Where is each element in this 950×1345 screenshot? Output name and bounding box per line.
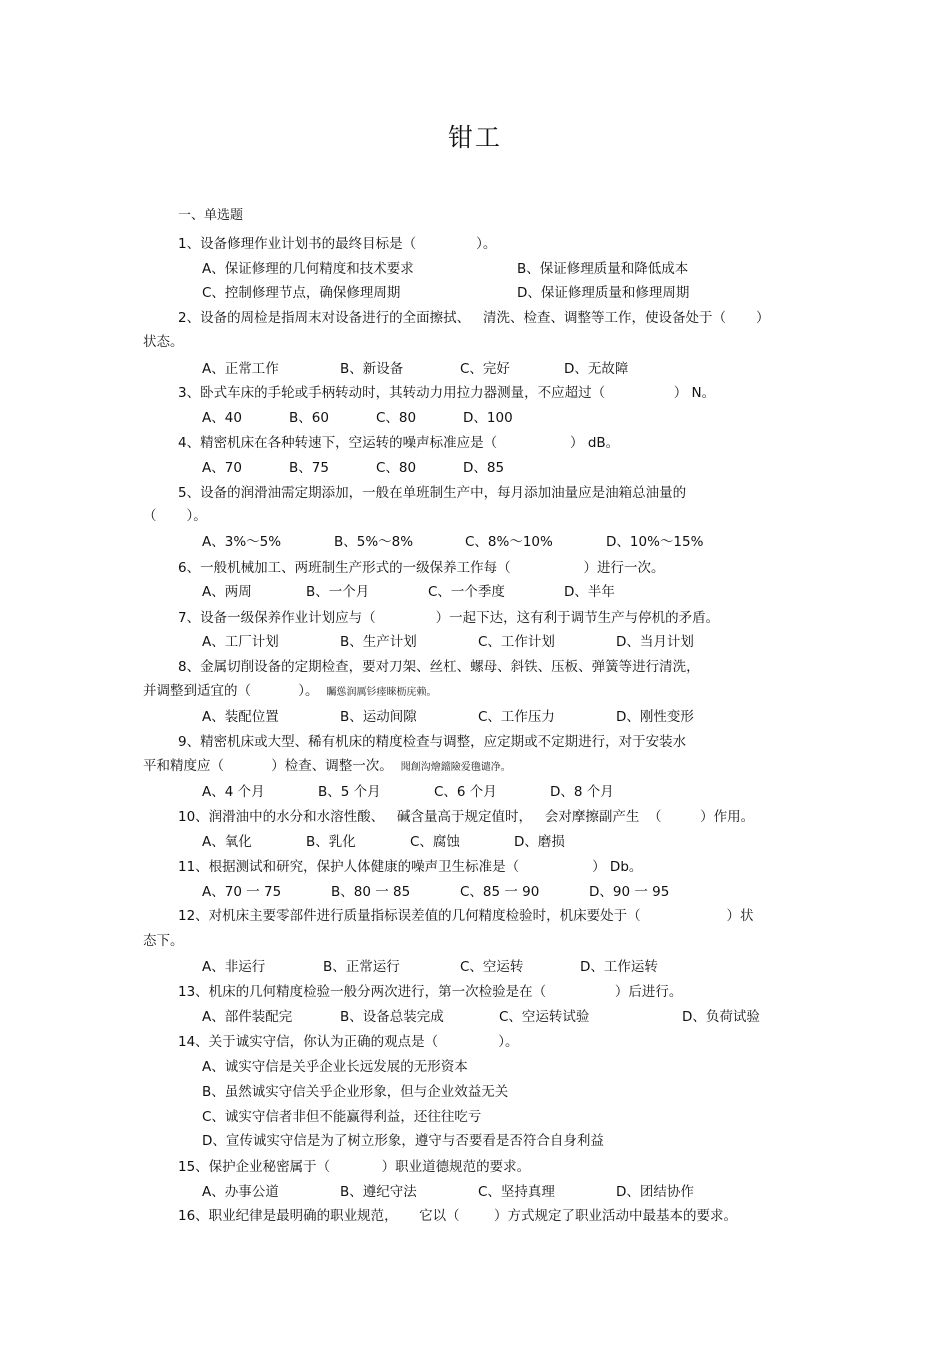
option-c: C、坚持真理 <box>478 1184 555 1200</box>
option-a: A、非运行 <box>202 959 266 975</box>
option-c: C、空运转试验 <box>499 1009 590 1025</box>
option-c: C、8%～10% <box>465 534 553 550</box>
option-d: D、无故障 <box>564 361 629 377</box>
question-2-continuation: 状态。 <box>143 334 184 350</box>
option-c: C、85 一 90 <box>460 884 540 900</box>
question-6-stem: 6、一般机械加工、两班制生产形式的一级保养工作每（ ）进行一次。 <box>178 560 665 576</box>
option-c: C、80 <box>376 460 417 476</box>
option-d: D、团结协作 <box>616 1184 694 1200</box>
option-b: B、一个月 <box>306 584 370 600</box>
option-d: D、负荷试验 <box>682 1009 760 1025</box>
option-c: C、一个季度 <box>428 584 505 600</box>
question-16-stem: 16、职业纪律是最明确的职业规范， 它以（ ）方式规定了职业活动中最基本的要求。 <box>178 1208 737 1224</box>
question-12-stem: 12、对机床主要零部件进行质量指标误差值的几何精度检验时，机床要处于（ ）状 <box>178 908 754 924</box>
document-title: 钳工 <box>447 123 502 152</box>
option-a: A、办事公道 <box>202 1184 279 1200</box>
option-b: B、新设备 <box>340 361 404 377</box>
option-a: A、70 <box>202 460 242 476</box>
option-a: A、4 个月 <box>202 784 265 800</box>
question-14-option-d: D、宣传诚实守信是为了树立形象，遵守与否要看是否符合自身利益 <box>202 1133 604 1149</box>
option-a: A、两周 <box>202 584 252 600</box>
question-9-stem: 9、精密机床或大型、稀有机床的精度检查与调整，应定期或不定期进行，对于安装水 <box>178 734 687 750</box>
question-13-stem: 13、机床的几何精度检验一般分两次进行，第一次检验是在（ ）后进行。 <box>178 984 683 1000</box>
question-11-stem: 11、根据测试和研究，保护人体健康的噪声卫生标准是（ ） Db。 <box>178 859 643 875</box>
question-7-stem: 7、设备一级保养作业计划应与（ ）一起下达，这有利于调节生产与停机的矛盾。 <box>178 610 720 626</box>
option-b: B、遵纪守法 <box>340 1184 417 1200</box>
question-14-option-b: B、虽然诚实守信关乎企业形象，但与企业效益无关 <box>202 1084 509 1100</box>
option-b: B、乳化 <box>306 834 356 850</box>
option-d: D、100 <box>463 410 513 426</box>
option-a: A、70 一 75 <box>202 884 282 900</box>
option-d: D、90 一 95 <box>589 884 670 900</box>
option-a: A、氧化 <box>202 834 252 850</box>
option-b: B、运动间隙 <box>340 709 417 725</box>
question-14-stem: 14、关于诚实守信，你认为正确的观点是（ ）。 <box>178 1034 519 1050</box>
garbled-note: 矚慫润厲钐瘗睞枥庑赖。 <box>326 687 437 698</box>
option-d: D、工作运转 <box>580 959 658 975</box>
option-b: B、60 <box>289 410 329 426</box>
option-d: D、8 个月 <box>550 784 614 800</box>
question-2-stem: 2、设备的周检是指周末对设备进行的全面擦拭、 清洗、检查、调整等工作，使设备处于（ ） <box>178 310 770 326</box>
option-d: D、半年 <box>564 584 615 600</box>
question-3-stem: 3、卧式车床的手轮或手柄转动时，其转动力用拉力器测量，不应超过（ ） N。 <box>178 385 716 401</box>
option-c: C、完好 <box>460 361 510 377</box>
option-b: B、设备总装完成 <box>340 1009 444 1025</box>
section-heading: 一、单选题 <box>178 208 244 223</box>
option-a: A、正常工作 <box>202 361 279 377</box>
question-8-continuation <box>143 679 436 699</box>
option-c: C、控制修理节点，确保修理周期 <box>202 285 401 301</box>
option-c: C、80 <box>376 410 417 426</box>
question-14-option-a: A、诚实守信是关乎企业长远发展的无形资本 <box>202 1059 468 1075</box>
option-b: B、80 一 85 <box>331 884 411 900</box>
option-a: A、40 <box>202 410 242 426</box>
option-d: D、磨损 <box>514 834 565 850</box>
option-b: B、保证修理质量和降低成本 <box>517 261 689 277</box>
option-b: B、5%～8% <box>334 534 414 550</box>
option-c: C、工作压力 <box>478 709 555 725</box>
question-4-stem: 4、精密机床在各种转速下，空运转的噪声标准应是（ ） dB。 <box>178 435 620 451</box>
option-c: C、工作计划 <box>478 634 555 650</box>
option-a: A、部件装配完 <box>202 1009 293 1025</box>
option-a: A、3%～5% <box>202 534 282 550</box>
option-d: D、85 <box>463 460 505 476</box>
option-d: D、当月计划 <box>616 634 694 650</box>
question-5-stem: 5、设备的润滑油需定期添加，一般在单班制生产中，每月添加油量应是油箱总油量的 <box>178 485 687 501</box>
option-d: D、刚性变形 <box>616 709 694 725</box>
option-d: D、保证修理质量和修理周期 <box>517 285 690 301</box>
option-c: C、腐蚀 <box>410 834 460 850</box>
question-8-stem: 8、金属切削设备的定期检查，要对刀架、丝杠、螺母、斜铁、压板、弹簧等进行清洗， <box>178 659 700 675</box>
option-a: A、保证修理的几何精度和技术要求 <box>202 261 414 277</box>
option-c: C、空运转 <box>460 959 524 975</box>
option-d: D、10%～15% <box>606 534 704 550</box>
question-9-continuation-text: 平和精度应（ ）检查、调整一次。 <box>143 758 393 774</box>
option-b: B、5 个月 <box>318 784 381 800</box>
question-14-option-c: C、诚实守信者非但不能赢得利益，还往往吃亏 <box>202 1109 482 1125</box>
option-b: B、正常运行 <box>323 959 400 975</box>
question-9-continuation <box>143 754 511 774</box>
garbled-note: 聞創沟燴鐺險爱氇谴净。 <box>400 762 511 773</box>
question-10-stem: 10、润滑油中的水分和水溶性酸、 碱含量高于规定值时， 会对摩擦副产生 （ ）作用。 <box>178 809 755 825</box>
question-8-continuation-text: 并调整到适宜的（ ）。 <box>143 683 319 699</box>
option-b: B、生产计划 <box>340 634 417 650</box>
question-5-continuation: （ ）。 <box>143 508 207 524</box>
question-12-continuation: 态下。 <box>143 933 184 949</box>
option-a: A、工厂计划 <box>202 634 279 650</box>
option-c: C、6 个月 <box>434 784 497 800</box>
question-15-stem: 15、保护企业秘密属于（ ）职业道德规范的要求。 <box>178 1159 531 1175</box>
option-b: B、75 <box>289 460 329 476</box>
question-1-stem: 1、设备修理作业计划书的最终目标是（ ）。 <box>178 236 497 252</box>
option-a: A、装配位置 <box>202 709 279 725</box>
